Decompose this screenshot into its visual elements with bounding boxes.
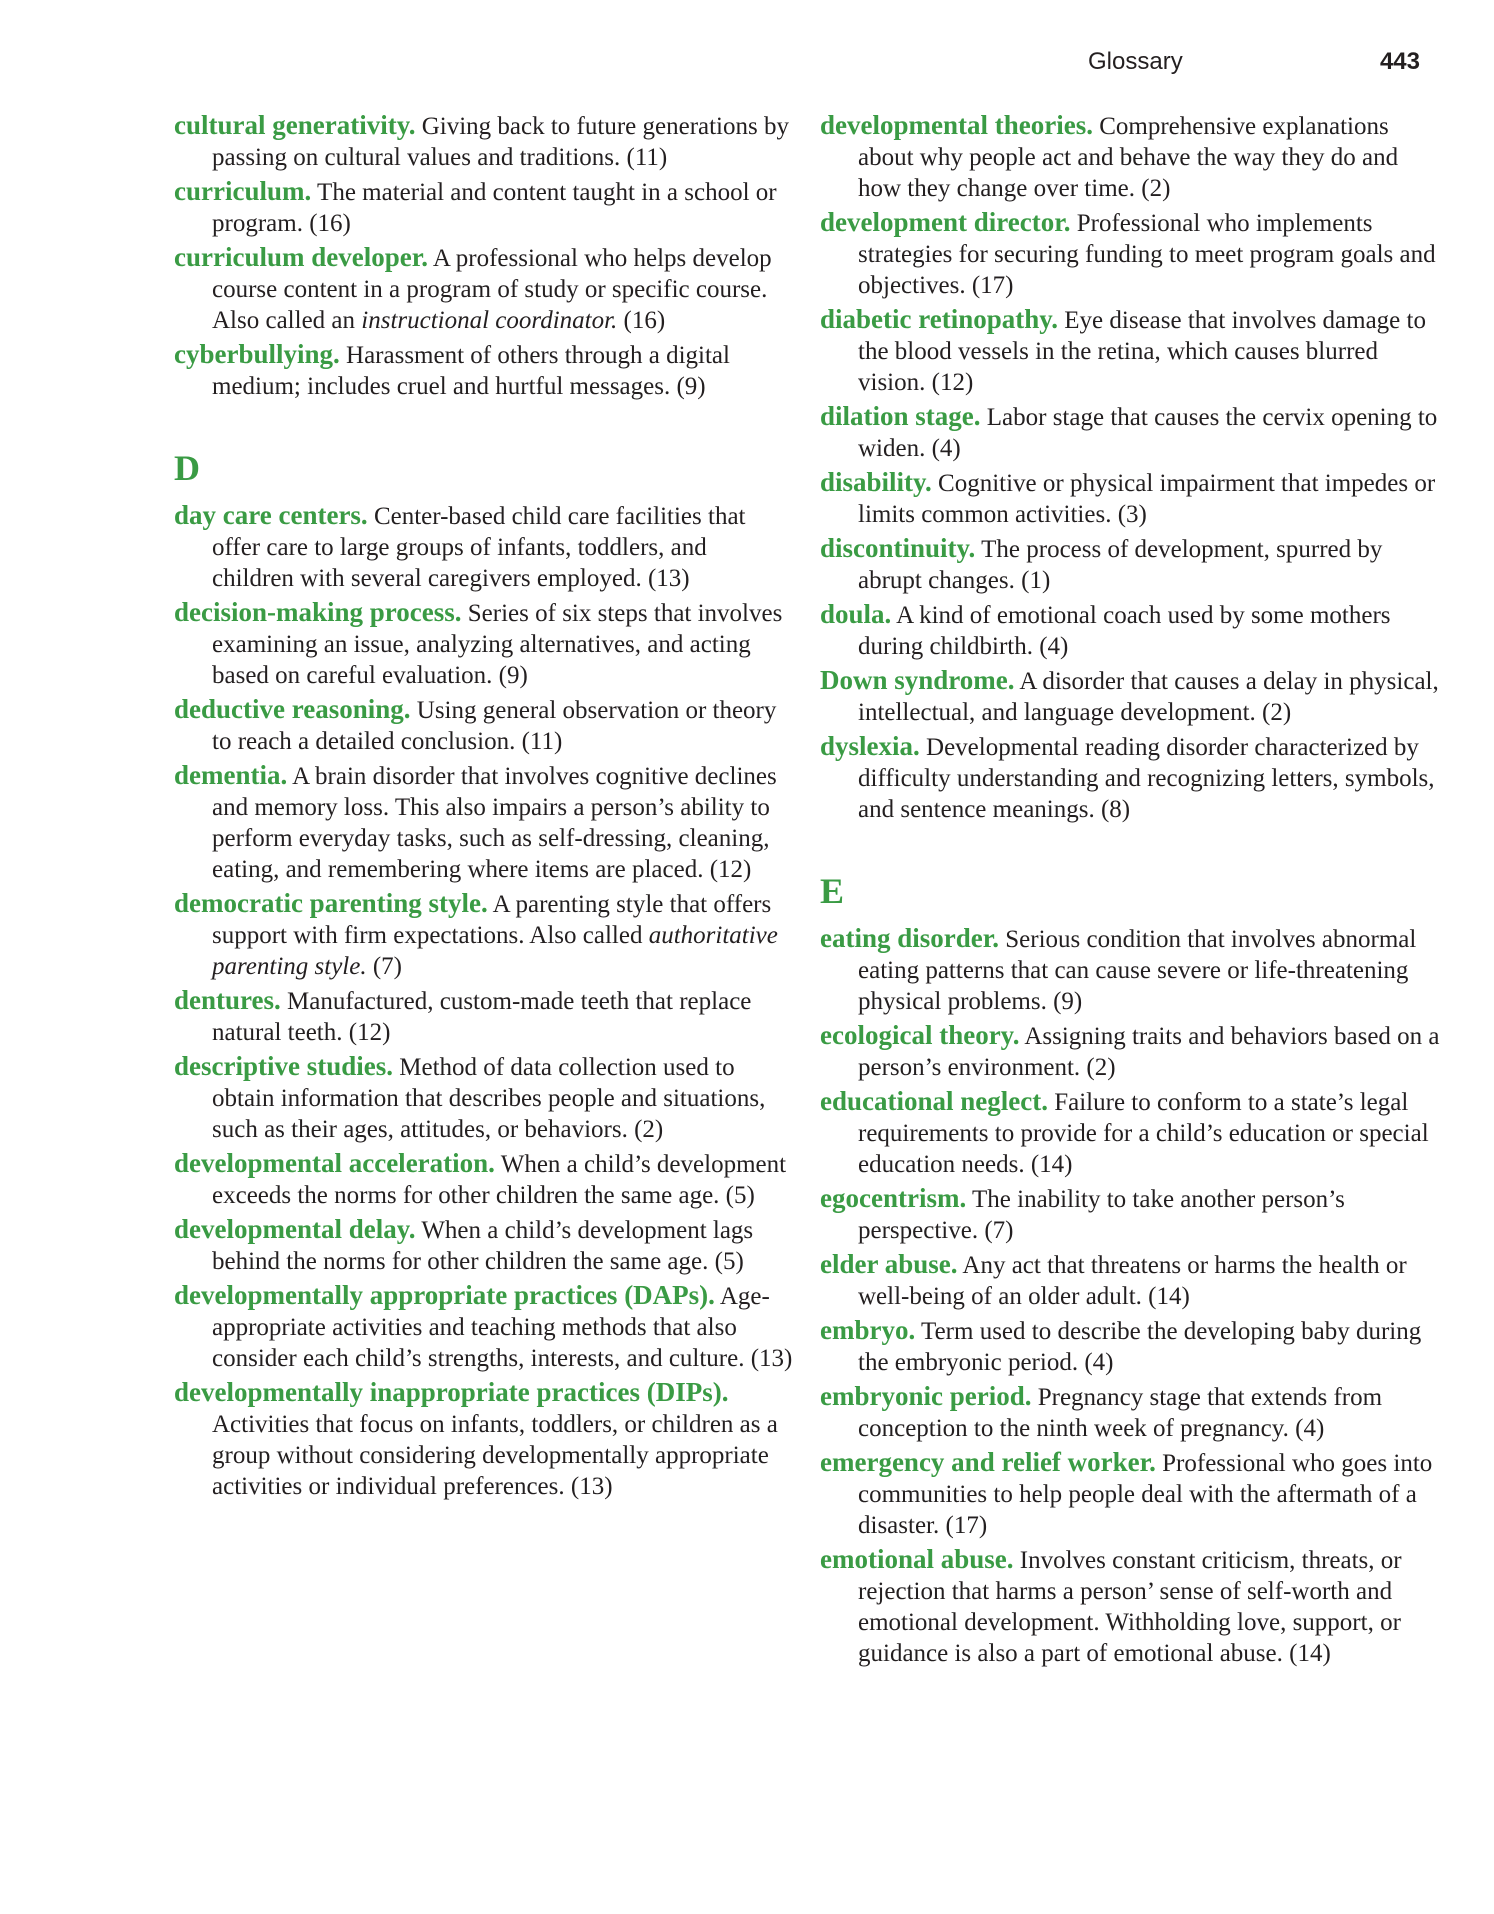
glossary-entry <box>820 731 1440 825</box>
glossary-definition <box>212 1411 778 1500</box>
definition-text: A brain disorder that involves cognitive declines and memory loss. This also impairs a person’s ability to perform everyday tasks, such as self-dressing, cleaning, eating, and remembering where items are placed. (12) <box>212 763 777 883</box>
glossary-entry <box>820 1315 1440 1378</box>
definition-text: Comprehensive explanations about why people act and behave the way they do and how they change over time. (2) <box>858 113 1399 202</box>
glossary-term: descriptive studies. <box>174 1051 393 1081</box>
definition-text: Labor stage that causes the cervix opening to widen. (4) <box>858 404 1438 462</box>
glossary-entry <box>174 110 794 173</box>
glossary-term: cyberbullying. <box>174 339 340 369</box>
glossary-definition <box>858 1318 1421 1376</box>
entries-left-top <box>174 110 794 402</box>
glossary-term: developmental delay. <box>174 1214 416 1244</box>
glossary-term: emotional abuse. <box>820 1544 1014 1574</box>
definition-text: Activities that focus on infants, toddlers, or children as a group without considering developmentally appropriate activities or individual preferences. (13) <box>212 1411 778 1500</box>
definition-text: Giving back to future generations by passing on cultural values and traditions. (11) <box>212 113 789 171</box>
definition-text: Professional who implements strategies for securing funding to meet program goals and objectives. (17) <box>858 210 1436 299</box>
glossary-definition <box>858 734 1435 823</box>
glossary-entry <box>820 207 1440 301</box>
glossary-definition <box>212 988 751 1046</box>
glossary-entry <box>820 1086 1440 1180</box>
glossary-entry <box>820 304 1440 398</box>
glossary-term: embryo. <box>820 1315 916 1345</box>
glossary-term: elder abuse. <box>820 1249 958 1279</box>
definition-text: The process of development, spurred by abrupt changes. (1) <box>858 536 1383 594</box>
glossary-entry <box>820 467 1440 530</box>
glossary-entry <box>174 760 794 885</box>
definition-text: Series of six steps that involves examining an issue, analyzing alternatives, and acting based on careful evaluation. (9) <box>212 600 783 689</box>
definition-text: Harassment of others through a digital medium; includes cruel and hurtful messages. (9) <box>212 342 730 400</box>
glossary-entry <box>174 500 794 594</box>
definition-text: Involves constant criticism, threats, or rejection that harms a person’ sense of self-worth and emotional development. Withholding love, support, or guidance is also a part of emotional abuse. (14) <box>858 1547 1402 1667</box>
glossary-entry <box>174 694 794 757</box>
glossary-entry <box>174 597 794 691</box>
entries-left-bottom <box>174 500 794 1502</box>
glossary-term: egocentrism. <box>820 1183 967 1213</box>
glossary-entry <box>174 176 794 239</box>
running-head-title: Glossary <box>1088 48 1183 75</box>
definition-text: When a child’s development lags behind the norms for other children the same age. (5) <box>212 1217 754 1275</box>
glossary-definition <box>858 602 1391 660</box>
glossary-entry <box>820 599 1440 662</box>
glossary-entry <box>174 1280 794 1374</box>
glossary-term: developmentally appropriate practices (DAPs). <box>174 1280 715 1310</box>
glossary-entry <box>820 401 1440 464</box>
glossary-term: educational neglect. <box>820 1086 1048 1116</box>
glossary-term: cultural generativity. <box>174 110 416 140</box>
glossary-entry <box>174 339 794 402</box>
glossary-term: Down syndrome. <box>820 665 1015 695</box>
definition-text: A parenting style that offers support with firm expectations. Also called <box>212 891 772 949</box>
definition-text: Age-appropriate activities and teaching methods that also consider each child’s strengths, interests, and culture. (13) <box>212 1283 793 1372</box>
definition-text: Cognitive or physical impairment that impedes or limits common activities. (3) <box>858 470 1436 528</box>
definition-text: Professional who goes into communities to help people deal with the aftermath of a disaster. (17) <box>858 1450 1433 1539</box>
definition-text: Pregnancy stage that extends from conception to the ninth week of pregnancy. (4) <box>858 1384 1383 1442</box>
entries-right-top <box>820 110 1440 825</box>
definition-italic-term: instructional coordinator. <box>361 307 618 334</box>
definition-chapter-ref: (16) <box>617 307 666 334</box>
glossary-term: development director. <box>820 207 1071 237</box>
glossary-term: curriculum developer. <box>174 242 428 272</box>
glossary-entry <box>820 1249 1440 1312</box>
definition-text: A disorder that causes a delay in physical, intellectual, and language development. (2) <box>858 668 1439 726</box>
glossary-entry <box>820 1381 1440 1444</box>
definition-text: Developmental reading disorder characterized by difficulty understanding and recognizing letters, symbols, and sentence meanings. (8) <box>858 734 1435 823</box>
glossary-term: decision-making process. <box>174 597 462 627</box>
glossary-entry <box>820 533 1440 596</box>
definition-text: Center-based child care facilities that offer care to large groups of infants, toddlers, and children with several caregivers employed. (13) <box>212 503 746 592</box>
glossary-definition <box>858 470 1435 528</box>
definition-text: A kind of emotional coach used by some mothers during childbirth. (4) <box>858 602 1391 660</box>
definition-text: When a child’s development exceeds the norms for other children the same age. (5) <box>212 1151 787 1209</box>
entries-right-bottom <box>820 923 1440 1669</box>
glossary-entry <box>174 888 794 982</box>
page-header <box>1080 48 1420 82</box>
glossary-entry <box>174 1051 794 1145</box>
glossary-term: developmental acceleration. <box>174 1148 495 1178</box>
glossary-term: dilation stage. <box>820 401 981 431</box>
definition-text: Term used to describe the developing baby during the embryonic period. (4) <box>858 1318 1422 1376</box>
definition-text: Failure to conform to a state’s legal requirements to provide for a child’s education or special education needs. (14) <box>858 1089 1429 1178</box>
right-column <box>820 110 1440 1672</box>
glossary-entry <box>174 242 794 336</box>
glossary-term: embryonic period. <box>820 1381 1032 1411</box>
glossary-entry <box>820 1020 1440 1083</box>
glossary-entry <box>174 985 794 1048</box>
glossary-entry <box>174 1377 794 1502</box>
glossary-term: democratic parenting style. <box>174 888 488 918</box>
glossary-term: emergency and relief worker. <box>820 1447 1156 1477</box>
glossary-entry <box>820 923 1440 1017</box>
glossary-term: disability. <box>820 467 932 497</box>
glossary-term: ecological theory. <box>820 1020 1020 1050</box>
glossary-term: dementia. <box>174 760 288 790</box>
definition-text: The inability to take another person’s perspective. (7) <box>858 1186 1345 1244</box>
definition-text: Method of data collection used to obtain information that describes people and situations, such as their ages, attitudes, or behaviors. (2) <box>212 1054 766 1143</box>
letter-heading-d: D <box>174 448 200 488</box>
glossary-entry <box>174 1214 794 1277</box>
definition-text: Assigning traits and behaviors based on a person’s environment. (2) <box>858 1023 1440 1081</box>
glossary-entry <box>820 1183 1440 1246</box>
page-number: 443 <box>1379 48 1420 75</box>
glossary-term: developmentally inappropriate practices (DIPs). <box>174 1377 729 1407</box>
glossary-entry <box>174 1148 794 1211</box>
definition-text: Manufactured, custom-made teeth that replace natural teeth. (12) <box>212 988 752 1046</box>
glossary-term: deductive reasoning. <box>174 694 411 724</box>
glossary-term: dyslexia. <box>820 731 920 761</box>
definition-text: Serious condition that involves abnormal eating patterns that can cause severe or life-threatening physical problems. (9) <box>858 926 1417 1015</box>
glossary-entry <box>820 110 1440 204</box>
definition-text: Using general observation or theory to reach a detailed conclusion. (11) <box>212 697 777 755</box>
left-column <box>174 110 794 1505</box>
definition-text: Eye disease that involves damage to the blood vessels in the retina, which causes blurred vision. (12) <box>858 307 1426 396</box>
glossary-term: eating disorder. <box>820 923 1000 953</box>
definition-text: The material and content taught in a school or program. (16) <box>212 179 777 237</box>
glossary-term: discontinuity. <box>820 533 976 563</box>
glossary-entry <box>820 1544 1440 1669</box>
definition-text: A professional who helps develop course content in a program of study or specific course. Also called an <box>212 245 772 334</box>
glossary-entry <box>820 1447 1440 1541</box>
glossary-term: curriculum. <box>174 176 312 206</box>
glossary-term: day care centers. <box>174 500 368 530</box>
letter-heading-e: E <box>820 871 845 911</box>
definition-italic-term: authoritative parenting style. <box>212 922 778 980</box>
glossary-term: doula. <box>820 599 892 629</box>
glossary-definition <box>212 763 777 883</box>
glossary-term: diabetic retinopathy. <box>820 304 1059 334</box>
glossary-term: developmental theories. <box>820 110 1093 140</box>
glossary-entry <box>820 665 1440 728</box>
definition-text: Any act that threatens or harms the health or well-being of an older adult. (14) <box>858 1252 1407 1310</box>
definition-chapter-ref: (7) <box>366 953 403 980</box>
glossary-term: dentures. <box>174 985 281 1015</box>
